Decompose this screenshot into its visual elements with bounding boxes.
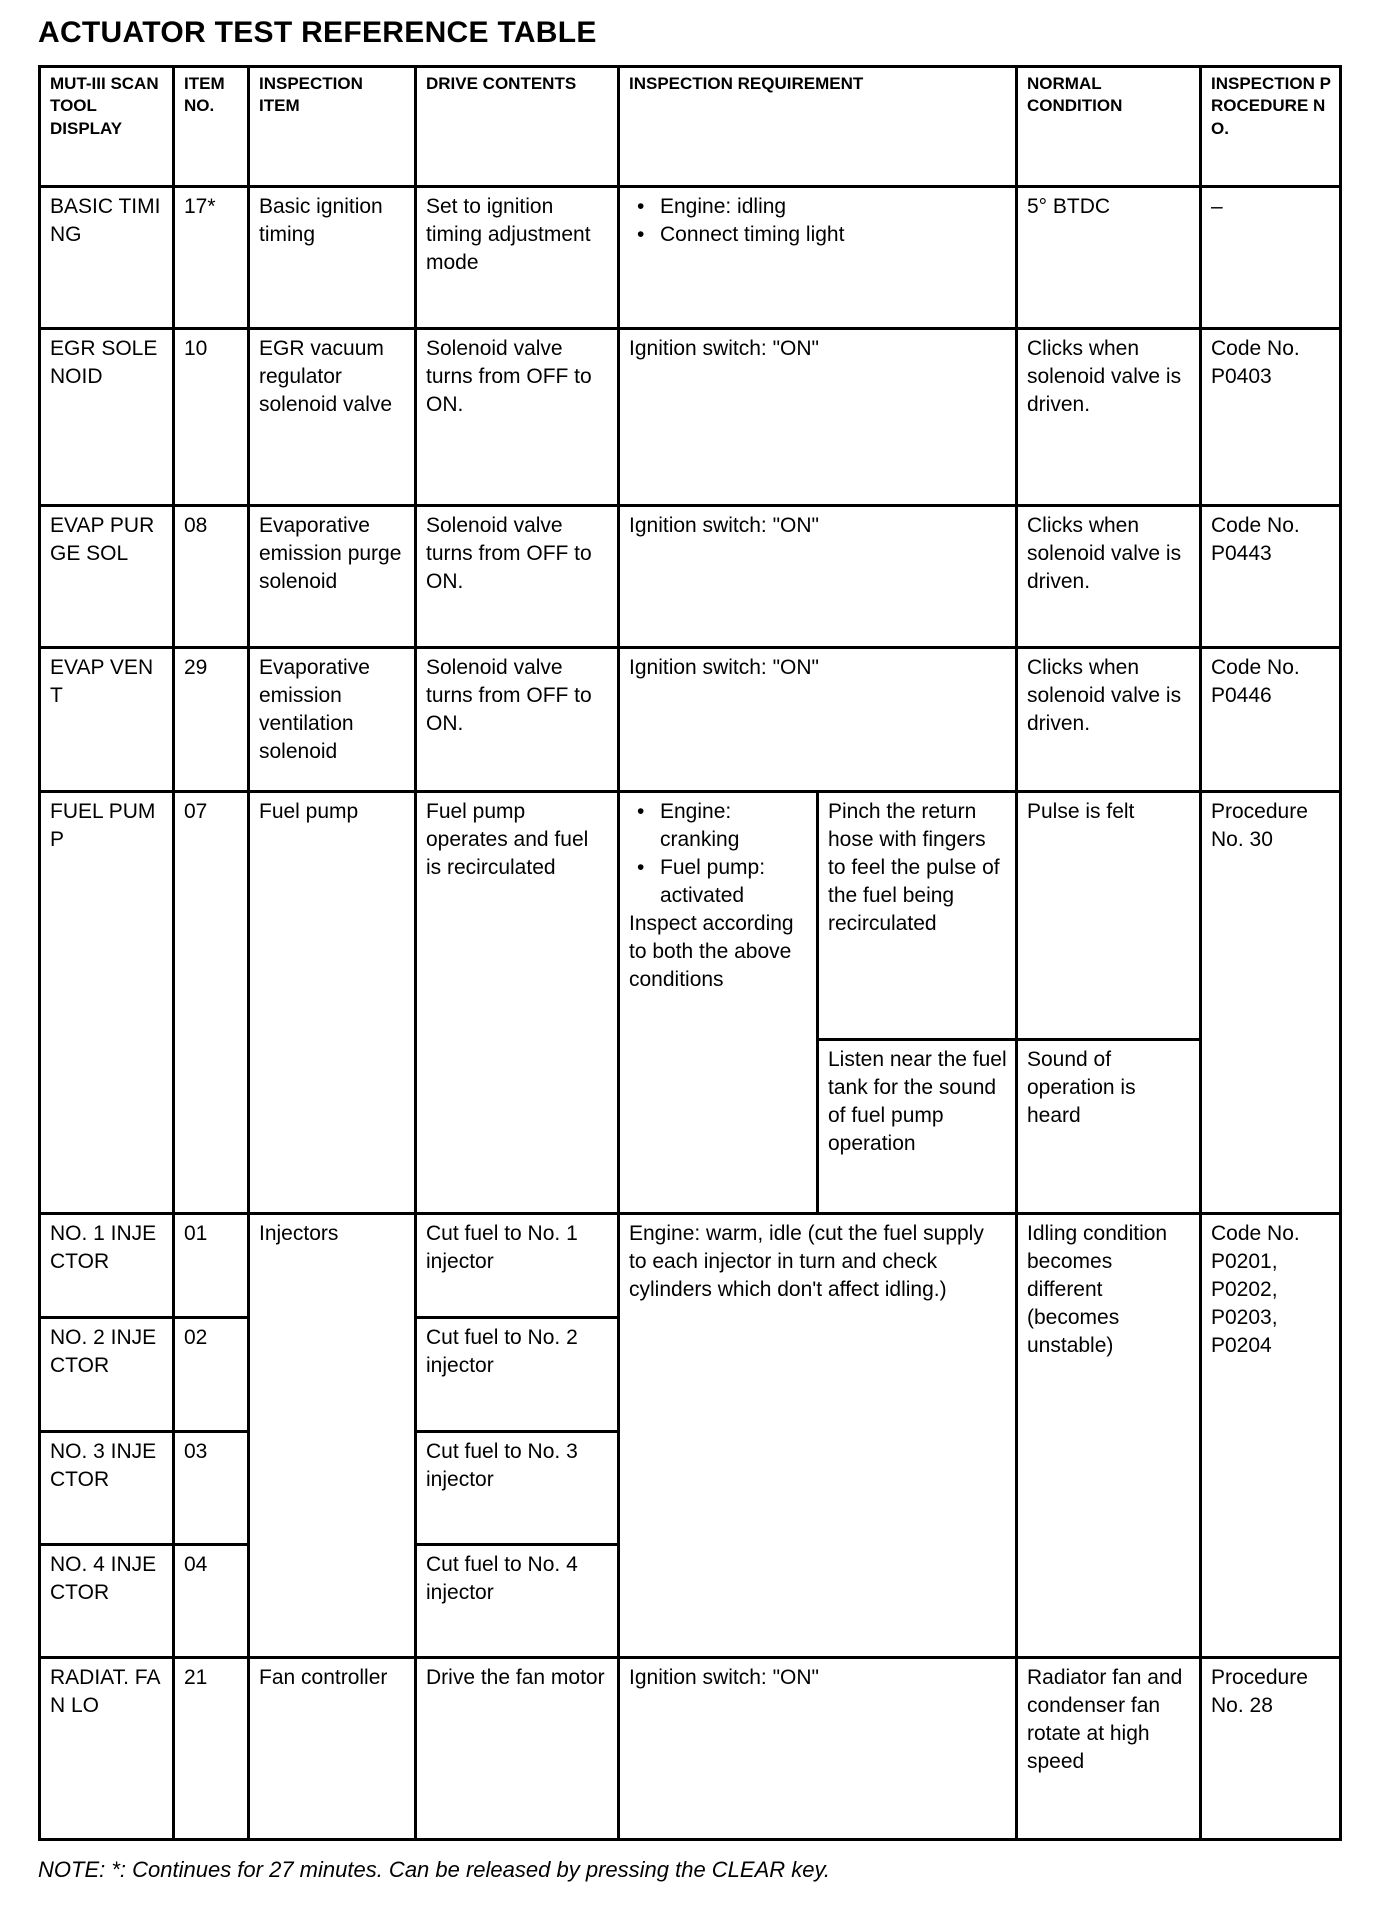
cell-normal-condition: Clicks when solenoid valve is driven. <box>1017 329 1201 506</box>
requirement-note: Inspect according to both the above conditions <box>629 911 794 991</box>
cell-drive-contents: Solenoid valve turns from OFF to ON. <box>416 506 619 648</box>
cell-drive-contents: Solenoid valve turns from OFF to ON. <box>416 329 619 506</box>
requirement-bullet-item: • Fuel pump: activated <box>629 854 808 910</box>
cell-normal-condition: Radiator fan and condenser fan rotate at high speed <box>1017 1658 1201 1840</box>
cell-normal-condition: Clicks when solenoid valve is driven. <box>1017 506 1201 648</box>
cell-drive-contents: Set to ignition timing adjustment mode <box>416 187 619 329</box>
row-evap-vent <box>40 648 1341 792</box>
cell-display: NO. 2 INJECTOR <box>40 1318 174 1432</box>
cell-normal-condition: Clicks when solenoid valve is driven. <box>1017 648 1201 792</box>
col-header-scan-tool-display: MUT-III SCAN TOOL DISPLAY <box>40 67 174 187</box>
col-header-drive-contents: DRIVE CONTENTS <box>416 67 619 187</box>
footnote: NOTE: *: Continues for 27 minutes. Can be released by pressing the CLEAR key. <box>38 1857 830 1882</box>
cell-inspection-item: Fuel pump <box>249 792 416 1214</box>
cell-procedure-no: Code No. P0446 <box>1201 648 1341 792</box>
row-injector-1 <box>40 1214 1341 1318</box>
cell-normal-condition: Pulse is felt <box>1017 792 1201 1040</box>
cell-inspection-item: Evaporative emission ventilation solenoid <box>249 648 416 792</box>
cell-drive-contents: Cut fuel to No. 4 injector <box>416 1545 619 1658</box>
cell-procedure-no: Procedure No. 30 <box>1201 792 1341 1214</box>
cell-inspection-requirement-conditions <box>619 792 818 1214</box>
cell-display: EGR SOLENOID <box>40 329 174 506</box>
cell-normal-condition: Sound of operation is heard <box>1017 1040 1201 1214</box>
cell-item-no: 03 <box>174 1432 249 1545</box>
cell-display: NO. 1 INJECTOR <box>40 1214 174 1318</box>
cell-procedure-no: Code No. P0201, P0202, P0203, P0204 <box>1201 1214 1341 1658</box>
col-header-inspection-item: INSPECTION ITEM <box>249 67 416 187</box>
cell-item-no: 02 <box>174 1318 249 1432</box>
cell-display: NO. 3 INJECTOR <box>40 1432 174 1545</box>
page-title: ACTUATOR TEST REFERENCE TABLE <box>38 16 597 49</box>
row-basic-timing <box>40 187 1341 329</box>
cell-display: EVAP PURGE SOL <box>40 506 174 648</box>
cell-item-no: 08 <box>174 506 249 648</box>
cell-inspection-item: Fan controller <box>249 1658 416 1840</box>
cell-display: FUEL PUMP <box>40 792 174 1214</box>
cell-procedure-no: Code No. P0443 <box>1201 506 1341 648</box>
col-header-item-no: ITEM NO. <box>174 67 249 187</box>
cell-inspection-item: Evaporative emission purge solenoid <box>249 506 416 648</box>
cell-item-no: 29 <box>174 648 249 792</box>
cell-item-no: 10 <box>174 329 249 506</box>
cell-inspection-item: EGR vacuum regulator solenoid valve <box>249 329 416 506</box>
col-header-inspection-requirement: INSPECTION REQUIREMENT <box>619 67 1017 187</box>
cell-normal-condition: 5° BTDC <box>1017 187 1201 329</box>
cell-inspection-requirement <box>619 187 1017 329</box>
col-header-inspection-procedure-no: INSPECTION PROCEDURE NO. <box>1201 67 1341 187</box>
cell-drive-contents: Cut fuel to No. 2 injector <box>416 1318 619 1432</box>
cell-inspection-requirement-method: Listen near the fuel tank for the sound of fuel pump operation <box>818 1040 1017 1214</box>
cell-procedure-no: Procedure No. 28 <box>1201 1658 1341 1840</box>
requirement-bullet-item: • Engine: cranking <box>629 798 808 854</box>
cell-inspection-requirement: Ignition switch: "ON" <box>619 506 1017 648</box>
cell-procedure-no: – <box>1201 187 1341 329</box>
cell-item-no: 07 <box>174 792 249 1214</box>
cell-item-no: 17* <box>174 187 249 329</box>
table-header-row <box>40 67 1341 187</box>
row-egr-solenoid <box>40 329 1341 506</box>
requirement-bullet-item: • Connect timing light <box>629 221 1007 249</box>
cell-inspection-item: Injectors <box>249 1214 416 1658</box>
row-evap-purge-sol <box>40 506 1341 648</box>
cell-display: BASIC TIMING <box>40 187 174 329</box>
cell-display: NO. 4 INJECTOR <box>40 1545 174 1658</box>
cell-inspection-requirement: Ignition switch: "ON" <box>619 1658 1017 1840</box>
cell-inspection-requirement: Ignition switch: "ON" <box>619 648 1017 792</box>
cell-drive-contents: Cut fuel to No. 1 injector <box>416 1214 619 1318</box>
cell-inspection-requirement: Engine: warm, idle (cut the fuel supply to each injector in turn and check cylinders which don't affect idling.) <box>619 1214 1017 1658</box>
row-fuel-pump <box>40 792 1341 1040</box>
requirement-bullet-list <box>629 193 1007 249</box>
cell-item-no: 01 <box>174 1214 249 1318</box>
cell-normal-condition: Idling condition becomes different (becomes unstable) <box>1017 1214 1201 1658</box>
requirement-bullet-item: • Engine: idling <box>629 193 1007 221</box>
col-header-normal-condition: NORMAL CONDITION <box>1017 67 1201 187</box>
cell-procedure-no: Code No. P0403 <box>1201 329 1341 506</box>
cell-display: RADIAT. FAN LO <box>40 1658 174 1840</box>
cell-item-no: 21 <box>174 1658 249 1840</box>
cell-inspection-item: Basic ignition timing <box>249 187 416 329</box>
cell-inspection-requirement: Ignition switch: "ON" <box>619 329 1017 506</box>
cell-item-no: 04 <box>174 1545 249 1658</box>
cell-inspection-requirement-method: Pinch the return hose with fingers to feel the pulse of the fuel being recirculated <box>818 792 1017 1040</box>
cell-display: EVAP VENT <box>40 648 174 792</box>
cell-drive-contents: Drive the fan motor <box>416 1658 619 1840</box>
cell-drive-contents: Solenoid valve turns from OFF to ON. <box>416 648 619 792</box>
row-radiator-fan-lo <box>40 1658 1341 1840</box>
cell-drive-contents: Fuel pump operates and fuel is recirculated <box>416 792 619 1214</box>
actuator-test-reference-table <box>38 65 1342 1841</box>
requirement-bullet-list <box>629 798 808 910</box>
cell-drive-contents: Cut fuel to No. 3 injector <box>416 1432 619 1545</box>
